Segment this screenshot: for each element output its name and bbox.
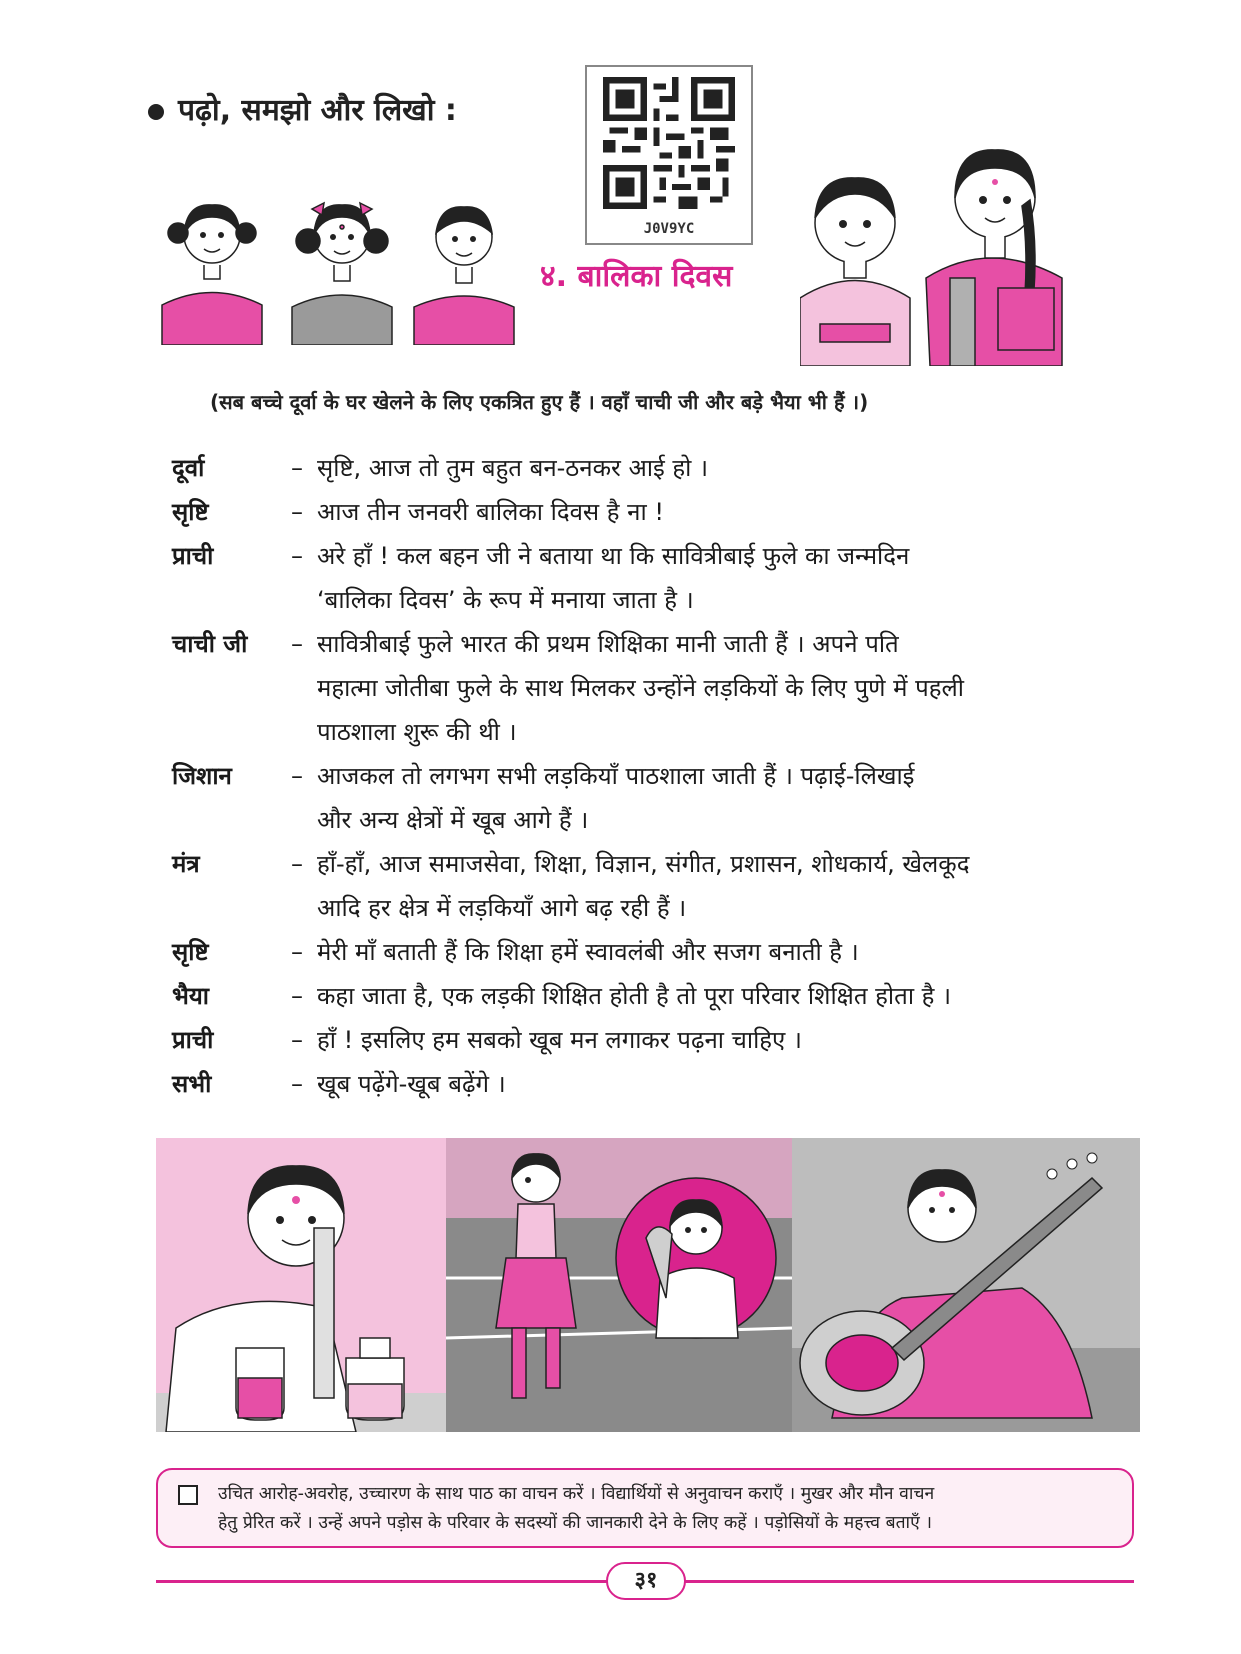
- dialogue-row: [172, 754, 1134, 842]
- speaker-name: जिशान: [172, 762, 232, 790]
- speaker-name: चाची जी: [172, 630, 248, 658]
- dialogue-text: आजकल तो लगभग सभी लड़कियाँ पाठशाला जाती हैं । पढ़ाई-लिखाई और अन्य क्षेत्रों में खूब आगे हैं ।: [317, 762, 915, 834]
- dialogue-row: [172, 1018, 1134, 1062]
- dialogue-text: हाँ ! इसलिए हम सबको खूब मन लगाकर पढ़ना चाहिए ।: [317, 1026, 803, 1054]
- dash: –: [291, 498, 303, 526]
- section-heading: [148, 88, 457, 129]
- note-line: उचित आरोह-अवरोह, उच्चारण के साथ पाठ का वाचन करें । विद्यार्थियों से अनुवाचन कराएँ । मुखर और मौन वाचन: [218, 1484, 935, 1504]
- speaker-name: सृष्टि: [172, 498, 209, 526]
- dialogue-text: अरे हाँ ! कल बहन जी ने बताया था कि सावित्रीबाई फुले का जन्मदिन ‘बालिका दिवस’ के रूप में मनाया जाता है ।: [317, 542, 910, 614]
- qr-code-label: J0V9YC: [643, 221, 695, 237]
- dialogue-row: [172, 1062, 1134, 1106]
- dialogue-row: [172, 622, 1134, 754]
- speaker-name: प्राची: [172, 542, 214, 570]
- page-number: ३१: [606, 1562, 686, 1600]
- dialogue: [172, 446, 1134, 1106]
- dash: –: [291, 762, 303, 790]
- bullet-icon: [148, 104, 164, 120]
- dash: –: [291, 542, 303, 570]
- dialogue-row: [172, 974, 1134, 1018]
- heading-text: पढ़ो, समझो और लिखो :: [178, 93, 457, 128]
- dialogue-text: सृष्टि, आज तो तुम बहुत बन-ठनकर आई हो ।: [317, 454, 709, 482]
- sitar-player-illustration: [792, 1138, 1140, 1432]
- dash: –: [291, 850, 303, 878]
- teacher-and-boy-illustration: [800, 128, 1146, 366]
- speaker-name: मंत्र: [172, 850, 200, 878]
- dialogue-text: खूब पढ़ेंगे-खूब बढ़ेंगे ।: [317, 1070, 506, 1098]
- speaker-name: सृष्टि: [172, 938, 209, 966]
- speaker-name: प्राची: [172, 1026, 214, 1054]
- runner-girl-illustration: [446, 1138, 792, 1432]
- dialogue-row: [172, 842, 1134, 930]
- dialogue-row: [172, 490, 1134, 534]
- dash: –: [291, 630, 303, 658]
- illustration-strip: [156, 1138, 1140, 1432]
- dialogue-row: [172, 446, 1134, 490]
- dialogue-text: मेरी माँ बताती हैं कि शिक्षा हमें स्वावलंबी और सजग बनाती है ।: [317, 938, 859, 966]
- checkbox-icon: [178, 1485, 198, 1505]
- dialogue-text: आज तीन जनवरी बालिका दिवस है ना !: [317, 498, 664, 526]
- qr-code-icon: [603, 77, 735, 209]
- dash: –: [291, 1026, 303, 1054]
- dash: –: [291, 938, 303, 966]
- dash: –: [291, 982, 303, 1010]
- note-line: हेतु प्रेरित करें । उन्हें अपने पड़ोस के परिवार के सदस्यों की जानकारी देने के लिए कहें । पड़ोसियों के महत्त्व बताएँ ।: [218, 1513, 932, 1533]
- qr-code[interactable]: [585, 65, 753, 245]
- children-illustration: [152, 195, 544, 345]
- lesson-title: ४. बालिका दिवस: [540, 259, 733, 294]
- teacher-note: [156, 1468, 1134, 1548]
- dialogue-text: हाँ-हाँ, आज समाजसेवा, शिक्षा, विज्ञान, संगीत, प्रशासन, शोधकार्य, खेलकूद आदि हर क्षेत्र में लड़कियाँ आगे बढ़ रही हैं ।: [317, 850, 970, 922]
- dialogue-row: [172, 534, 1134, 622]
- dialogue-text: कहा जाता है, एक लड़की शिक्षित होती है तो पूरा परिवार शिक्षित होता है ।: [317, 982, 952, 1010]
- dash: –: [291, 454, 303, 482]
- speaker-name: सभी: [172, 1070, 212, 1098]
- speaker-name: दूर्वा: [172, 454, 205, 482]
- dialogue-text: सावित्रीबाई फुले भारत की प्रथम शिक्षिका मानी जाती हैं । अपने पति महात्मा जोतीबा फुले के साथ मिलकर उन्होंने लड़कियों के लिए पुणे में पहली पाठशाला शुरू की थी ।: [317, 630, 964, 746]
- dialogue-row: [172, 930, 1134, 974]
- dash: –: [291, 1070, 303, 1098]
- intro-text: (सब बच्चे दूर्वा के घर खेलने के लिए एकत्रित हुए हैं । वहाँ चाची जी और बड़े भैया भी हैं ।): [210, 390, 869, 414]
- scientist-girl-illustration: [156, 1138, 446, 1432]
- speaker-name: भैया: [172, 982, 210, 1010]
